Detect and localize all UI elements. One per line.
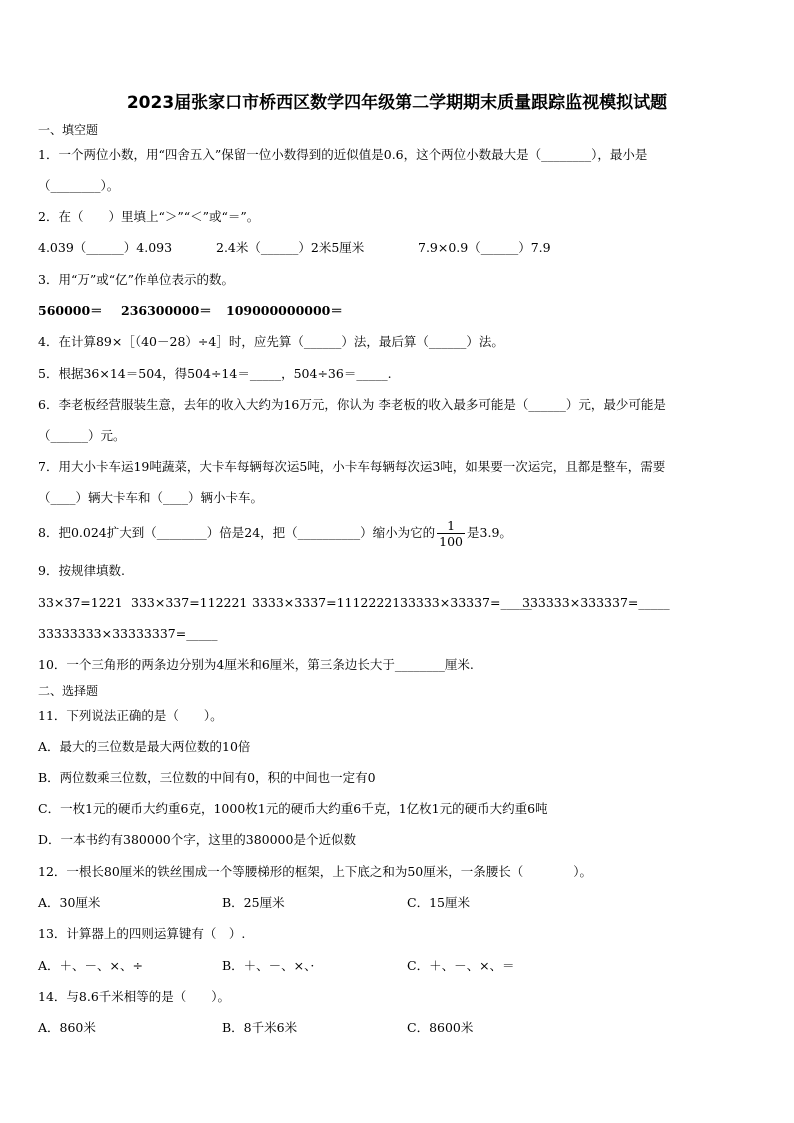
q11-option-b: B．两位数乘三位数，三位数的中间有0，积的中间也一定有0 xyxy=(38,770,376,785)
page-title: 2023届张家口市桥西区数学四年级第二学期期末质量跟踪监视模拟试题 xyxy=(126,93,668,113)
q9-item-b: 333×337=112221 xyxy=(131,595,248,610)
q8-text-before: 8．把0.024扩大到（________）倍是24，把（__________）缩小为它的 xyxy=(38,525,436,540)
q8-fraction-numerator: 1 xyxy=(437,518,465,534)
q4-line: 4．在计算89×［（40－28）÷4］时，应先算（______）法，最后算（______）法。 xyxy=(38,334,504,349)
q2-item-b: 2.4米（______）2米5厘米 xyxy=(216,240,365,255)
q1-line1: 1．一个两位小数，用“四舍五入”保留一位小数得到的近似值是0.6，这个两位小数最大是（________），最小是 xyxy=(38,147,648,162)
q12-option-c: C．15厘米 xyxy=(407,895,470,910)
q9-item-d: 33333×33337=_____ xyxy=(400,595,532,610)
q3-item-c: 109000000000＝ xyxy=(226,303,343,318)
q14-option-a: A．860米 xyxy=(38,1020,96,1035)
q8-line xyxy=(38,516,512,550)
q6-line1: 6．李老板经营服装生意，去年的收入大约为16万元，你认为 李老板的收入最多可能是（______）元，最少可能是 xyxy=(38,397,666,412)
q5-line: 5．根据36×14＝504，得504÷14＝_____，504÷36＝_____. xyxy=(38,366,392,381)
q3-item-b: 236300000＝ xyxy=(121,303,212,318)
q13-option-c: C．＋、－、×、＝ xyxy=(407,958,515,973)
q3-stem: 3．用“万”或“亿”作单位表示的数。 xyxy=(38,272,235,287)
q1-line2: （________）。 xyxy=(38,178,120,193)
q7-line2: （____）辆大卡车和（____）辆小卡车。 xyxy=(38,490,264,505)
q8-fraction xyxy=(437,518,465,549)
q11-option-d: D．一本书约有380000个字，这里的380000是个近似数 xyxy=(38,832,356,847)
q9-item-f: 33333333×33333337=_____ xyxy=(38,626,218,641)
q9-stem: 9．按规律填数. xyxy=(38,563,125,578)
q13-option-a: A．＋、－、×、÷ xyxy=(38,958,143,973)
q2-item-a: 4.039（______）4.093 xyxy=(38,240,173,255)
q6-line2: （______）元。 xyxy=(38,428,126,443)
q2-stem: 2．在（ ）里填上“＞”“＜”或“＝”。 xyxy=(38,209,260,224)
section-heading-fill: 一、填空题 xyxy=(38,123,99,137)
q10-line: 10．一个三角形的两条边分别为4厘米和6厘米，第三条边长大于________厘米. xyxy=(38,657,474,672)
q14-option-b: B．8千米6米 xyxy=(222,1020,298,1035)
q12-option-b: B．25厘米 xyxy=(222,895,285,910)
q13-option-b: B．＋、－、×、· xyxy=(222,958,315,973)
q11-option-c: C．一枚1元的硬币大约重6克，1000枚1元的硬币大约重6千克，1亿枚1元的硬币大约重6吨 xyxy=(38,801,548,816)
q3-item-a: 560000＝ xyxy=(38,303,103,318)
q12-stem: 12．一根长80厘米的铁丝围成一个等腰梯形的框架，上下底之和为50厘米，一条腰长（ ）。 xyxy=(38,864,592,879)
q7-line1: 7．用大小卡车运19吨蔬菜，大卡车每辆每次运5吨，小卡车每辆每次运3吨，如果要一次运完，且都是整车，需要 xyxy=(38,459,666,474)
q9-item-a: 33×37=1221 xyxy=(38,595,123,610)
q8-fraction-denominator: 100 xyxy=(439,534,464,549)
q8-text-after: 是3.9。 xyxy=(467,525,512,540)
q2-item-c: 7.9×0.9（______）7.9 xyxy=(418,240,551,255)
q9-item-c: 3333×3337=11122221 xyxy=(252,595,401,610)
q13-stem: 13．计算器上的四则运算键有（ ）. xyxy=(38,926,246,941)
q14-stem: 14．与8.6千米相等的是（ ）。 xyxy=(38,989,231,1004)
q12-option-a: A．30厘米 xyxy=(38,895,101,910)
q11-stem: 11．下列说法正确的是（ ）。 xyxy=(38,708,223,723)
q14-option-c: C．8600米 xyxy=(407,1020,474,1035)
q11-option-a: A．最大的三位数是最大两位数的10倍 xyxy=(38,739,251,754)
section-heading-choice: 二、选择题 xyxy=(38,684,99,698)
q9-item-e: 333333×333337=_____ xyxy=(522,595,670,610)
